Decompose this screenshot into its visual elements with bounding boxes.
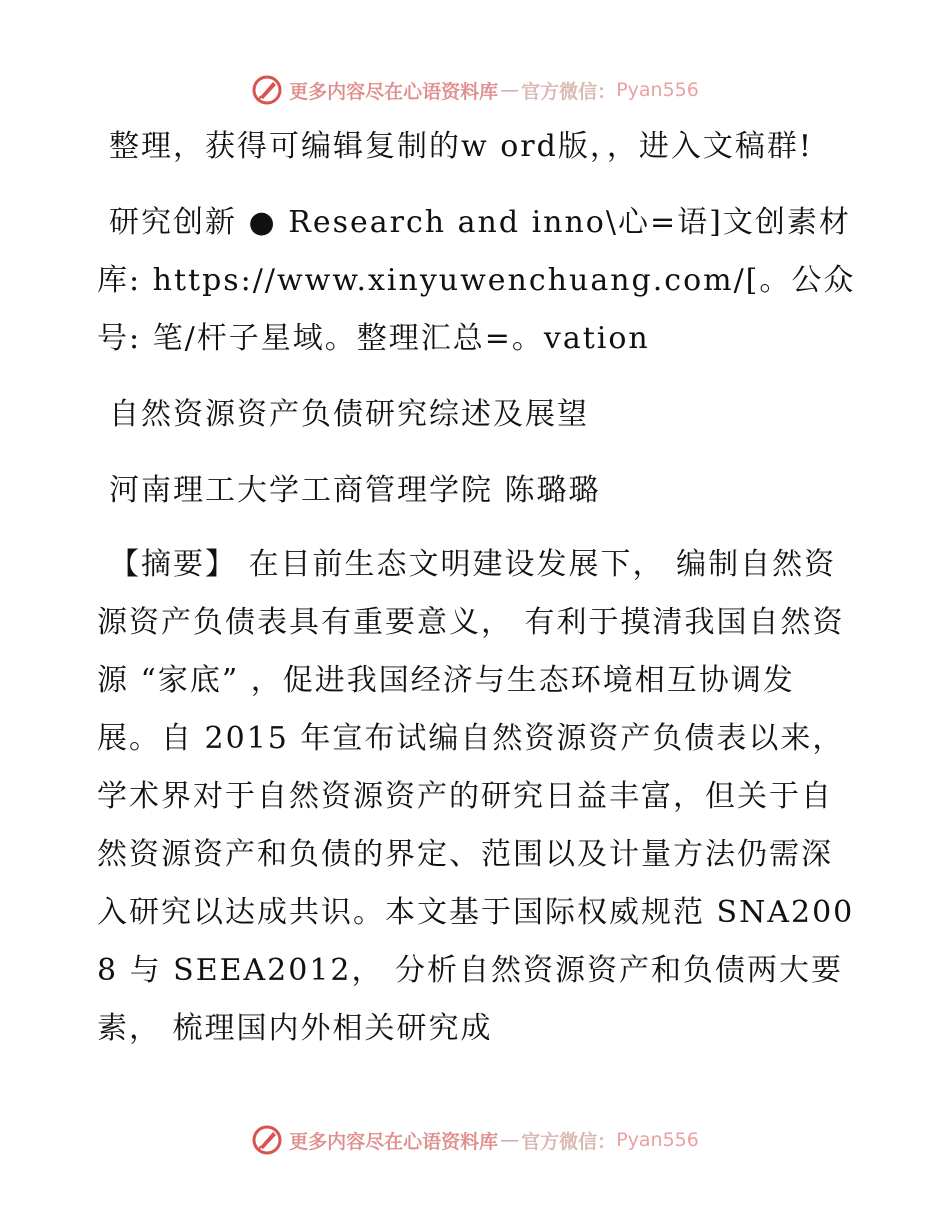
watermark-header	[0, 70, 950, 110]
document-author: 河南理工大学工商管理学院 陈璐璐	[109, 473, 601, 508]
watermark-text-left: 更多内容尽在心语资料库	[289, 1130, 499, 1153]
watermark-text-left: 更多内容尽在心语资料库	[289, 80, 499, 103]
watermark-text-right: Pyan556	[616, 79, 699, 101]
abstract-paragraph: 【摘要】 在目前生态文明建设发展下， 编制自然资源资产负债表具有重要意义， 有利于摸清我国自然资源 “家底” ，促进我国经济与生态环境相互协调发展。自 2015 年宣布试编自然资源资产负债表以来，学术界对于自然资源资产的研究日益丰富，但关于自然资源资产和负债的界定、范围以及计量方法仍需深入研究以达成共识。本文基于国际权威规范 SNA2008 与 SEEA2012， 分析自然资源资产和负债两大要素， 梳理国内外相关研究成	[97, 547, 855, 1046]
quill-badge-icon	[251, 1124, 283, 1156]
watermark-text-mid: 官方微信：	[521, 1130, 617, 1153]
paragraph-notice: 整理，获得可编辑复制的w ord版，，进入文稿群!	[109, 129, 813, 164]
watermark-footer	[0, 1120, 950, 1160]
watermark-dash: —	[500, 79, 520, 101]
watermark-text-right: Pyan556	[616, 1129, 699, 1151]
document-body	[97, 118, 857, 1058]
quill-badge-icon	[251, 74, 283, 106]
watermark-text-mid: 官方微信：	[521, 80, 617, 103]
watermark-dash: —	[500, 1129, 520, 1151]
paragraph-promo: 研究创新 ● Research and inno\心=语]文创素材库: https://www.xinyuwenchuang.com/[。公众号: 笔/杆子星域。整理汇总=。vation	[97, 205, 856, 356]
document-title: 自然资源资产负债研究综述及展望	[109, 397, 589, 432]
